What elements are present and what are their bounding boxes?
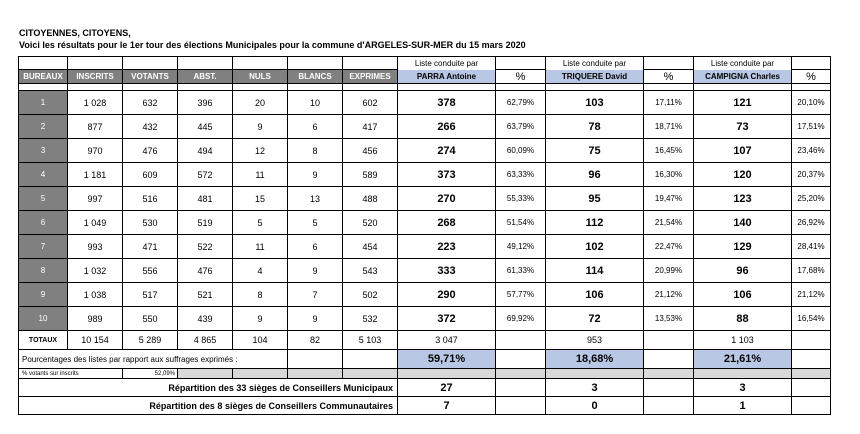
list1-name: PARRA Antoine <box>398 70 496 84</box>
spacer-row <box>19 84 831 91</box>
bureau-number: 10 <box>19 307 68 331</box>
list-header-row <box>19 57 831 70</box>
list1-percent: 59,71% <box>398 350 496 369</box>
totals-row: TOTAUX 10 154 5 289 4 865 104 82 5 103 3 047 953 1 103 <box>19 331 831 350</box>
greeting-title: CITOYENNES, CITOYENS, <box>19 28 131 38</box>
list3-percent: 21,61% <box>694 350 792 369</box>
column-header-row <box>19 70 831 84</box>
bureau-number: 1 <box>19 91 68 115</box>
votants-value: 52,09% <box>123 369 178 379</box>
percent-row <box>19 350 831 369</box>
col-pct-1: % <box>496 70 546 84</box>
list1-caption: Liste conduite par <box>398 57 496 70</box>
table-row: 3 970 476 494 12 8 456 274 60,09% 75 16,45% 107 23,46% <box>19 139 831 163</box>
list2-percent: 18,68% <box>546 350 644 369</box>
votants-label: % votants sur inscrits <box>19 369 123 379</box>
results-table <box>18 56 831 415</box>
table-row: 10 989 550 439 9 9 532 372 69,92% 72 13,53% 88 16,54% <box>19 307 831 331</box>
table-row: 9 1 038 517 521 8 7 502 290 57,77% 106 21,12% 106 21,12% <box>19 283 831 307</box>
list3-caption: Liste conduite par <box>694 57 792 70</box>
results-subtitle: Voici les résultats pour le 1er tour des élections Municipales pour la commune d'ARGELES-SUR-MER du 15 mars 2020 <box>19 40 526 50</box>
percent-label: Pourcentages des listes par rapport aux suffrages exprimés : <box>19 350 288 369</box>
seats-communautaire-row: Répartition des 8 sièges de Conseillers Communautaires 7 0 1 <box>19 397 831 415</box>
col-exprimes: EXPRIMES <box>343 70 398 84</box>
bureau-number: 9 <box>19 283 68 307</box>
table-row: 4 1 181 609 572 11 9 589 373 63,33% 96 16,30% 120 20,37% <box>19 163 831 187</box>
votants-row <box>19 369 831 379</box>
col-pct-3: % <box>792 70 831 84</box>
seats-municipal-label: Répartition des 33 sièges de Conseillers Municipaux <box>19 379 398 397</box>
table-row: 6 1 049 530 519 5 5 520 268 51,54% 112 21,54% 140 26,92% <box>19 211 831 235</box>
bureau-number: 7 <box>19 235 68 259</box>
list2-name: TRIQUERE David <box>546 70 644 84</box>
table-row: 7 993 471 522 11 6 454 223 49,12% 102 22,47% 129 28,41% <box>19 235 831 259</box>
col-inscrits: INSCRITS <box>68 70 123 84</box>
bureau-number: 8 <box>19 259 68 283</box>
table-row: 2 877 432 445 9 6 417 266 63,79% 78 18,71% 73 17,51% <box>19 115 831 139</box>
col-abst: ABST. <box>178 70 233 84</box>
col-bureaux: BUREAUX <box>19 70 68 84</box>
table-row: 1 1 028 632 396 20 10 602 378 62,79% 103 17,11% 121 20,10% <box>19 91 831 115</box>
table-row: 5 997 516 481 15 13 488 270 55,33% 95 19,47% 123 25,20% <box>19 187 831 211</box>
list3-name: CAMPIGNA Charles <box>694 70 792 84</box>
bureau-number: 5 <box>19 187 68 211</box>
bureau-number: 6 <box>19 211 68 235</box>
seats-communautaire-label: Répartition des 8 sièges de Conseillers Communautaires <box>19 397 398 415</box>
col-blancs: BLANCS <box>288 70 343 84</box>
totals-label: TOTAUX <box>19 331 68 350</box>
list2-caption: Liste conduite par <box>546 57 644 70</box>
seats-municipal-row: Répartition des 33 sièges de Conseillers Municipaux 27 3 3 <box>19 379 831 397</box>
col-nuls: NULS <box>233 70 288 84</box>
col-votants: VOTANTS <box>123 70 178 84</box>
col-pct-2: % <box>644 70 694 84</box>
bureau-number: 2 <box>19 115 68 139</box>
table-row: 8 1 032 556 476 4 9 543 333 61,33% 114 20,99% 96 17,68% <box>19 259 831 283</box>
bureau-number: 4 <box>19 163 68 187</box>
bureau-number: 3 <box>19 139 68 163</box>
